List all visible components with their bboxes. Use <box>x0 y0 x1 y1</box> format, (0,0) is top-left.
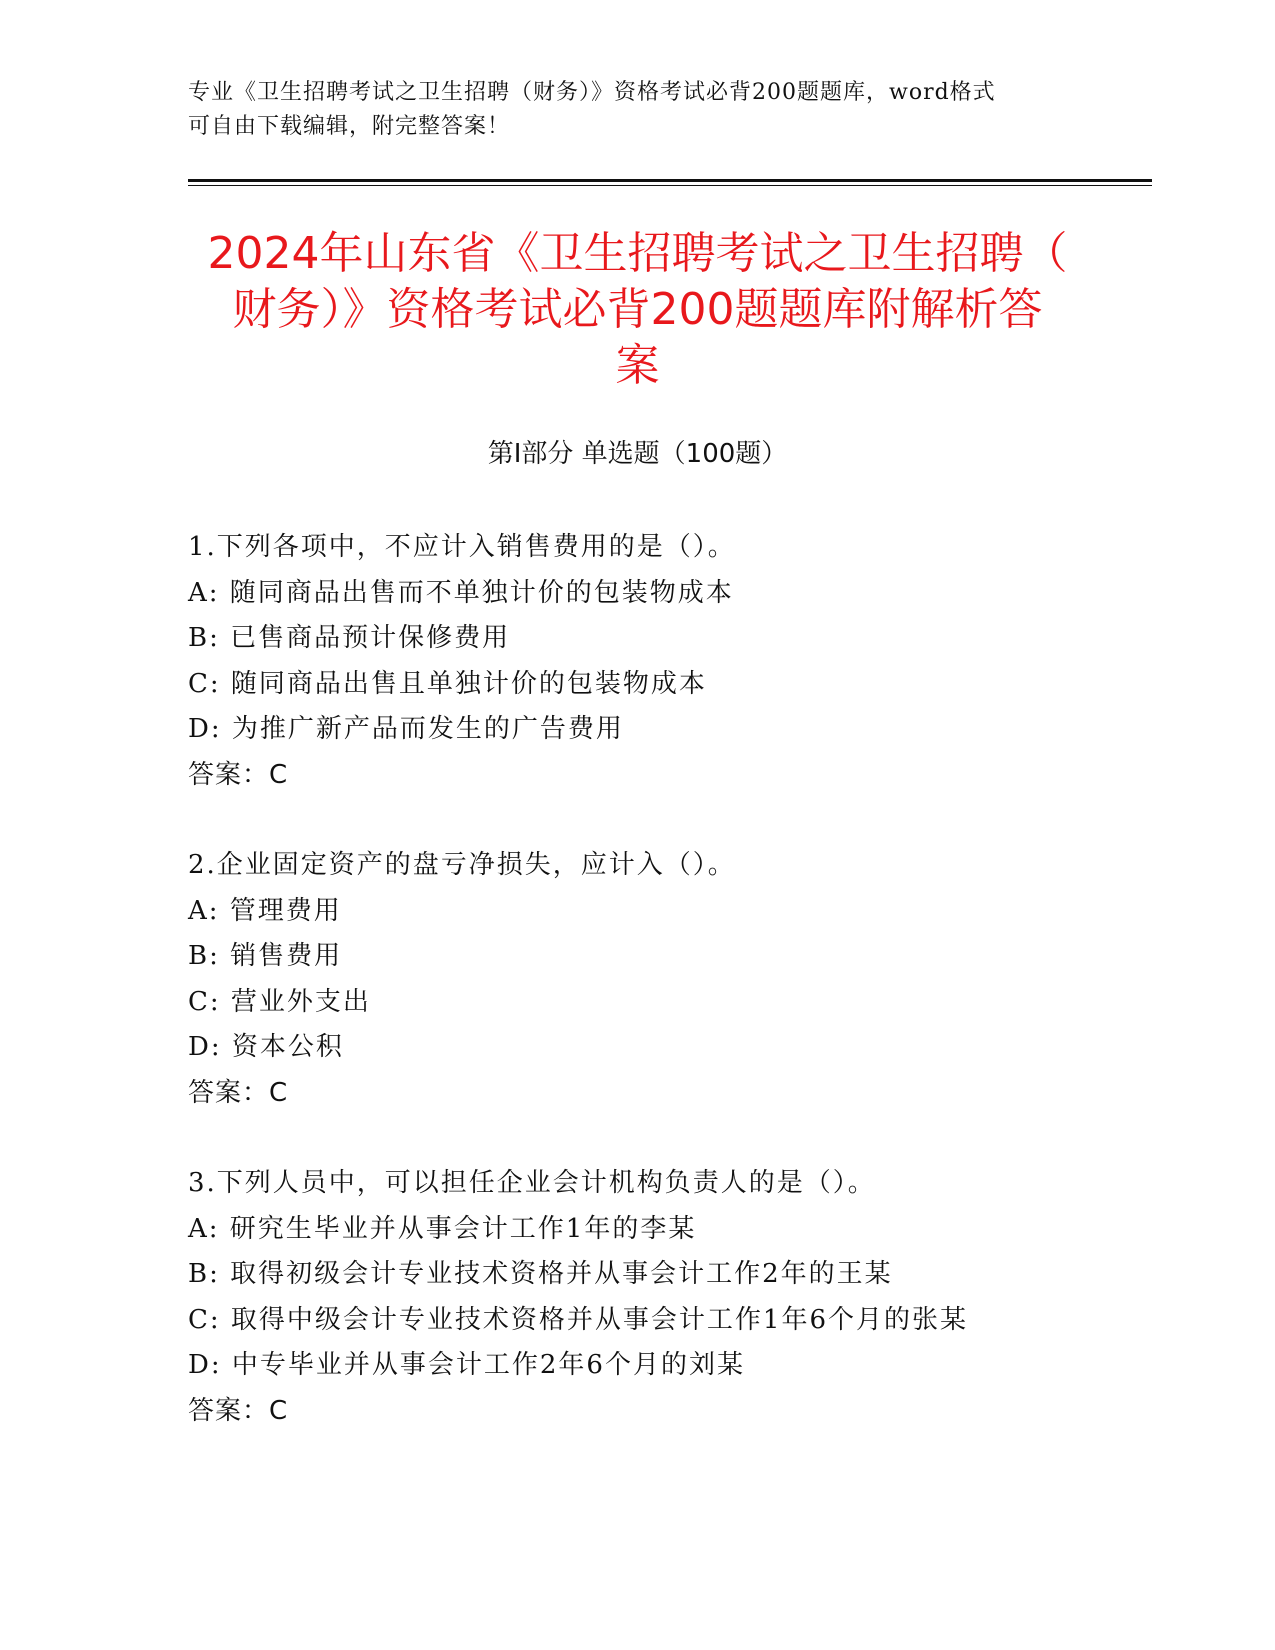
question-stem: 1.下列各项中，不应计入销售费用的是（）。 <box>188 532 736 562</box>
option-d: D: 中专毕业并从事会计工作2年6个月的刘某 <box>188 1350 745 1380</box>
question-stem: 3.下列人员中，可以担任企业会计机构负责人的是（）。 <box>188 1168 876 1198</box>
header-note-line-1: 专业《卫生招聘考试之卫生招聘（财务）》资格考试必背200题题库，word格式 <box>188 80 996 105</box>
option-c: C: 随同商品出售且单独计价的包装物成本 <box>188 668 707 699</box>
document-title-line-2: 财务）》资格考试必背200题题库附解析答 <box>232 284 1043 335</box>
question-2 <box>188 843 1188 1116</box>
option-c: C: 营业外支出 <box>188 986 371 1017</box>
option-a: A: 研究生毕业并从事会计工作1年的李某 <box>188 1213 697 1244</box>
answer-line: 答案：C <box>188 1077 289 1108</box>
header-divider-thick <box>188 179 1152 182</box>
option-a: A: 随同商品出售而不单独计价的包装物成本 <box>188 577 734 608</box>
document-title-line-1: 2024年山东省《卫生招聘考试之卫生招聘（ <box>207 228 1068 279</box>
option-d: D: 资本公积 <box>188 1032 344 1062</box>
header-divider-thin <box>188 185 1152 186</box>
option-b: B: 已售商品预计保修费用 <box>188 623 511 653</box>
question-stem: 2.企业固定资产的盘亏净损失，应计入（）。 <box>188 850 736 880</box>
section-title: 第Ⅰ部分 单选题（100题） <box>487 439 788 469</box>
question-3 <box>188 1161 1188 1434</box>
option-c: C: 取得中级会计专业技术资格并从事会计工作1年6个月的张某 <box>188 1304 969 1335</box>
option-b: B: 销售费用 <box>188 941 343 971</box>
document-header-note <box>188 76 1088 144</box>
option-d: D: 为推广新产品而发生的广告费用 <box>188 714 624 744</box>
document-title <box>160 226 1115 394</box>
answer-line: 答案：C <box>188 759 289 790</box>
header-note-line-2: 可自由下载编辑，附完整答案！ <box>188 114 511 139</box>
answer-line: 答案：C <box>188 1395 289 1426</box>
document-title-line-3: 案 <box>615 340 660 391</box>
option-b: B: 取得初级会计专业技术资格并从事会计工作2年的王某 <box>188 1259 893 1289</box>
option-a: A: 管理费用 <box>188 895 342 926</box>
question-1 <box>188 525 1188 798</box>
